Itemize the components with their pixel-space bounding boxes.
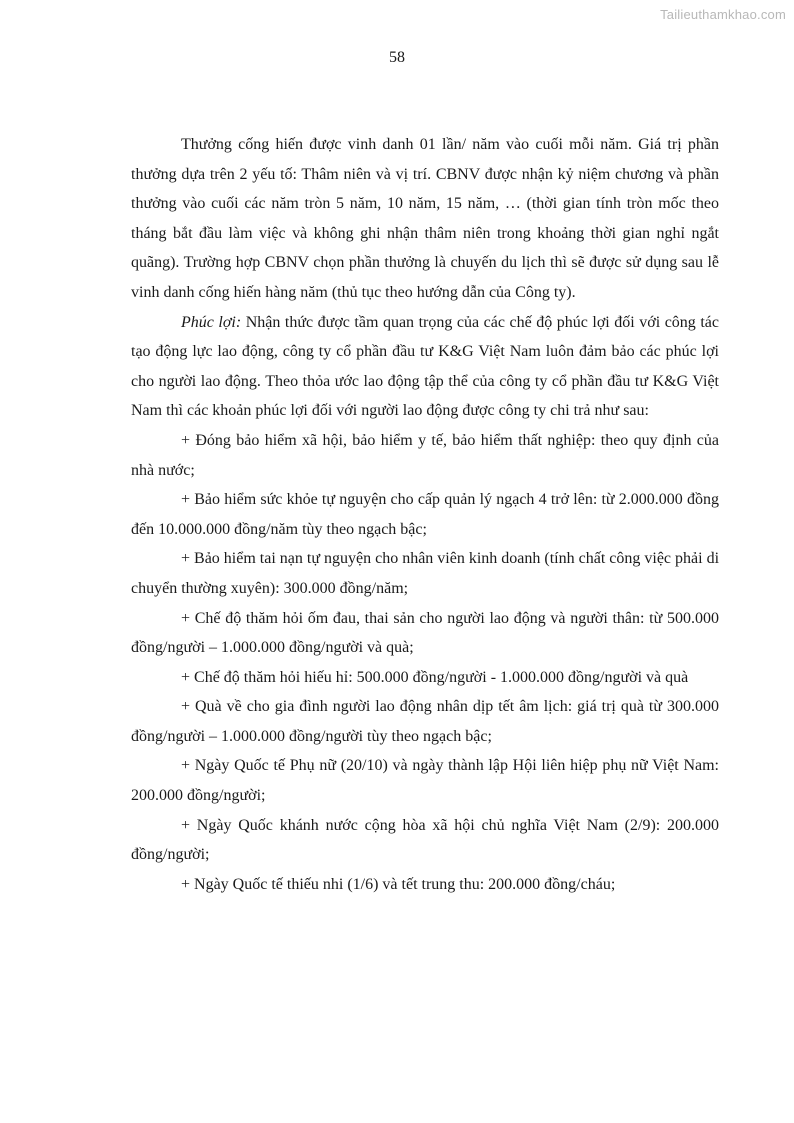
benefit-item: + Bảo hiểm tai nạn tự nguyện cho nhân viên kinh doanh (tính chất công việc phải di chuyển thường xuyên): 300.000 đồng/năm;	[131, 550, 720, 597]
welfare-heading: Phúc lợi:	[181, 313, 242, 331]
paragraph-contribution-reward: Thưởng cống hiến được vinh danh 01 lần/ năm vào cuối mỗi năm. Giá trị phần thưởng dựa trên 2 yếu tố: Thâm niên và vị trí. CBNV được nhận kỷ niệm chương và phần thưởng vào cuối các năm tròn 5 năm, 10 năm, 15 năm, … (thời gian tính tròn mốc theo tháng bắt đầu làm việc và không ghi nhận thâm niên trong khoảng thời gian nghỉ ngắt quãng). Trường hợp CBNV chọn phần thưởng là chuyến du lịch thì sẽ được sử dụng sau lễ vinh danh cống hiến hàng năm (thủ tục theo hướng dẫn của Công ty).	[131, 136, 719, 301]
benefit-item: + Đóng bảo hiểm xã hội, bảo hiểm y tế, bảo hiểm thất nghiệp: theo quy định của nhà nước;	[131, 431, 719, 479]
benefit-item: + Bảo hiểm sức khỏe tự nguyện cho cấp quản lý ngạch 4 trở lên: từ 2.000.000 đồng đến 10.000.000 đồng/năm tùy theo ngạch bậc;	[131, 491, 719, 538]
benefit-item: + Ngày Quốc khánh nước cộng hòa xã hội chủ nghĩa Việt Nam (2/9): 200.000 đồng/người;	[131, 816, 719, 864]
document-body	[131, 130, 719, 899]
benefit-item: + Ngày Quốc tế thiếu nhi (1/6) và tết trung thu: 200.000 đồng/cháu;	[181, 875, 616, 893]
paragraph-welfare-intro	[131, 308, 719, 426]
benefit-item: + Chế độ thăm hỏi ốm đau, thai sản cho người lao động và người thân: từ 500.000 đồng/người – 1.000.000 đồng/người và quà;	[131, 609, 719, 657]
page-number: 58	[389, 49, 405, 66]
welfare-intro-text: Nhận thức được tầm quan trọng của các chế độ phúc lợi đối với công tác tạo động lực lao động, công ty cổ phần đầu tư K&G Việt Nam luôn đảm bảo các phúc lợi cho người lao động. Theo thỏa ước lao động tập thể của công ty cổ phần đầu tư K&G Việt Nam thì các khoản phúc lợi đối với người lao động được công ty chi trả như sau:	[131, 313, 719, 420]
watermark: Tailieuthamkhao.com	[660, 7, 786, 22]
benefit-item: + Ngày Quốc tế Phụ nữ (20/10) và ngày thành lập Hội liên hiệp phụ nữ Việt Nam: 200.000 đồng/người;	[131, 757, 719, 805]
benefit-item: + Quà về cho gia đình người lao động nhân dịp tết âm lịch: giá trị quà từ 300.000 đồng/người – 1.000.000 đồng/người tùy theo ngạch bậc;	[131, 698, 719, 745]
benefit-item: + Chế độ thăm hỏi hiếu hỉ: 500.000 đồng/người - 1.000.000 đồng/người và quà	[181, 668, 689, 686]
